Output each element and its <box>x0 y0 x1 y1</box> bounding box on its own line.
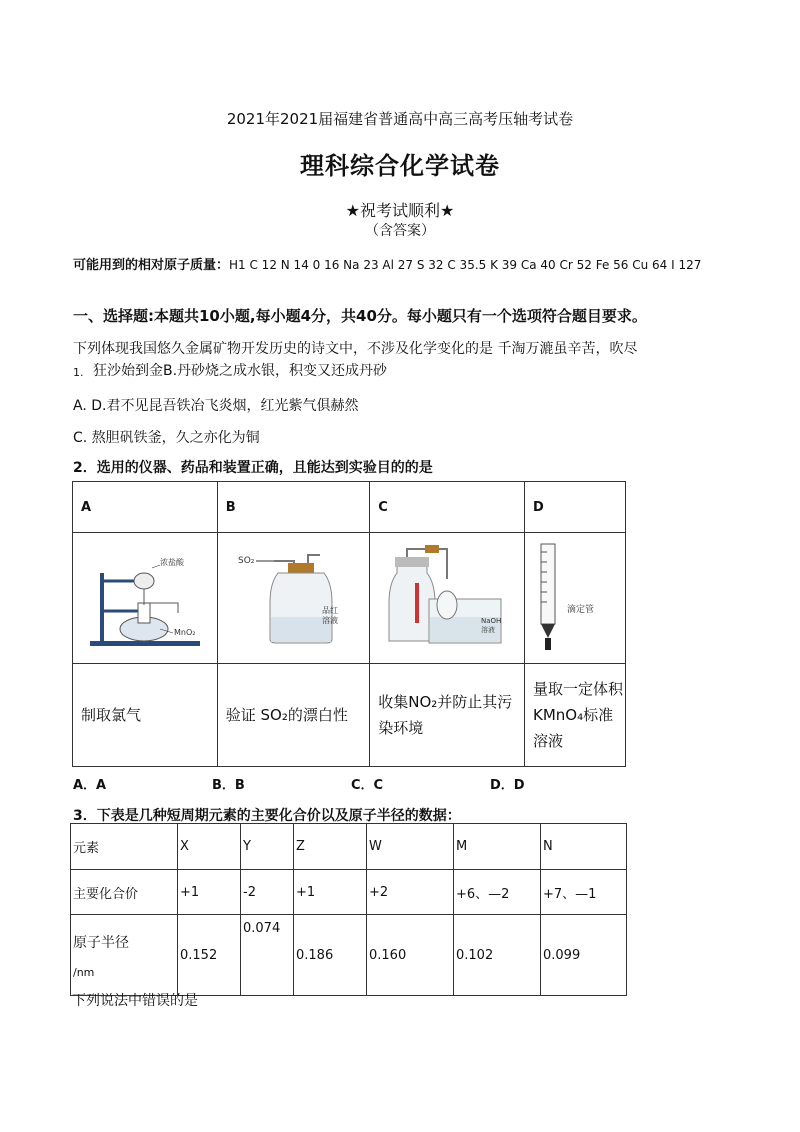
atomic-masses-label: 可能用到的相对原子质量： <box>73 258 230 273</box>
section-heading: 一、选择题:本题共10小题,每小题4分，共40分。每小题只有一个选项符合题目要求。 <box>73 307 647 325</box>
q3-head-w: W <box>367 824 454 870</box>
q3-radius-label-a: 原子半径 <box>73 934 129 951</box>
q1-line3: A. D.君不见昆吾铁冶飞炎烟，红光紫气俱赫然 <box>73 398 359 414</box>
exam-wish: ★祝考试顺利★ <box>345 201 455 220</box>
q1-number: 1. <box>73 366 84 379</box>
burette-icon <box>525 538 625 658</box>
q3-head-y: Y <box>241 824 294 870</box>
exam-series-title: 2021年2021届福建省普通高中高三高考压轴考试卷 <box>226 110 574 128</box>
gas-collection-icon <box>377 543 517 653</box>
q3-radius-label-b: /nm <box>73 965 95 979</box>
label-naoh: NaOH <box>481 617 502 625</box>
q2-header-b: B <box>217 482 370 533</box>
q2-cell-b: 验证 SO₂的漂白性 <box>217 664 370 767</box>
q3-valence-z: +1 <box>294 870 367 915</box>
q3-valence-n: +7、—1 <box>541 870 627 915</box>
q2-cell-d: 量取一定体积 KMnO₄标准溶液 <box>525 664 626 767</box>
q2-option-c[interactable]: C．C <box>351 778 384 793</box>
q3-radius-w: 0.160 <box>367 915 454 996</box>
q3-radius-n: 0.099 <box>541 915 627 996</box>
atomic-masses <box>73 258 733 273</box>
q2-table <box>72 481 626 767</box>
q3-stem: 3．下表是几种短周期元素的主要化合价以及原子半径的数据： <box>73 808 461 824</box>
q2-option-d[interactable]: D．D <box>490 778 525 793</box>
q3-radius-y: 0.074 <box>241 915 294 996</box>
q3-head-m: M <box>454 824 541 870</box>
q2-stem: 2．选用的仪器、药品和装置正确，且能达到实验目的的是 <box>73 460 433 476</box>
exam-answer-note: （含答案） <box>365 223 435 239</box>
q3-radius-m: 0.102 <box>454 915 541 996</box>
q1-stem: 下列体现我国悠久金属矿物开发历史的诗文中，不涉及化学变化的是 千淘万漉虽辛苦，吹尽 <box>73 341 638 357</box>
q3-valence-w: +2 <box>367 870 454 915</box>
q3-head-element: 元素 <box>71 824 178 870</box>
q2-option-a[interactable]: A．A <box>73 778 107 793</box>
gas-wash-bottle-icon <box>228 543 358 653</box>
atomic-masses-values: H1 C 12 N 14 0 16 Na 23 Al 27 S 32 C 35.5 K 39 Ca 40 Cr 52 Fe 56 Cu 64 I 127 <box>229 258 702 272</box>
label-mno2: MnO₂ <box>173 628 196 637</box>
chlorine-generator-icon <box>80 543 210 653</box>
label-so2: SO₂ <box>238 556 255 566</box>
q3-radius-label <box>71 915 178 996</box>
q1-line4: C. 熬胆矾铁釜，久之亦化为铜 <box>73 430 260 446</box>
q2-apparatus-c <box>370 533 525 664</box>
q3-valence-m: +6、—2 <box>454 870 541 915</box>
q3-valence-y: -2 <box>241 870 294 915</box>
q3-followup: 下列说法中错误的是 <box>72 993 198 1009</box>
exam-title: 理科综合化学试卷 <box>300 152 500 180</box>
q2-option-b[interactable]: B．B <box>212 778 245 793</box>
q2-header-a: A <box>73 482 218 533</box>
q3-head-n: N <box>541 824 627 870</box>
q2-header-d: D <box>525 482 626 533</box>
q2-apparatus-d <box>525 533 626 664</box>
q3-table <box>70 823 627 996</box>
q1-line2: 狂沙始到金B.丹砂烧之成水银，积变又还成丹砂 <box>93 363 388 379</box>
q3-radius-z: 0.186 <box>294 915 367 996</box>
q3-head-z: Z <box>294 824 367 870</box>
label-pinhong: 品红 <box>322 606 339 615</box>
q3-head-x: X <box>178 824 241 870</box>
label-solution-c: 溶液 <box>481 626 496 634</box>
q2-cell-c: 收集NO₂并防止其污染环境 <box>370 664 525 767</box>
label-solution-b: 溶液 <box>322 616 339 625</box>
label-conc-hcl: 浓盐酸 <box>159 558 184 567</box>
q2-header-c: C <box>370 482 525 533</box>
q2-apparatus-a <box>73 533 218 664</box>
q3-radius-x: 0.152 <box>178 915 241 996</box>
q2-apparatus-b <box>217 533 370 664</box>
label-burette: 滴定管 <box>567 605 595 615</box>
q3-valence-x: +1 <box>178 870 241 915</box>
q3-valence-label: 主要化合价 <box>71 870 178 915</box>
q2-cell-a: 制取氯气 <box>73 664 218 767</box>
